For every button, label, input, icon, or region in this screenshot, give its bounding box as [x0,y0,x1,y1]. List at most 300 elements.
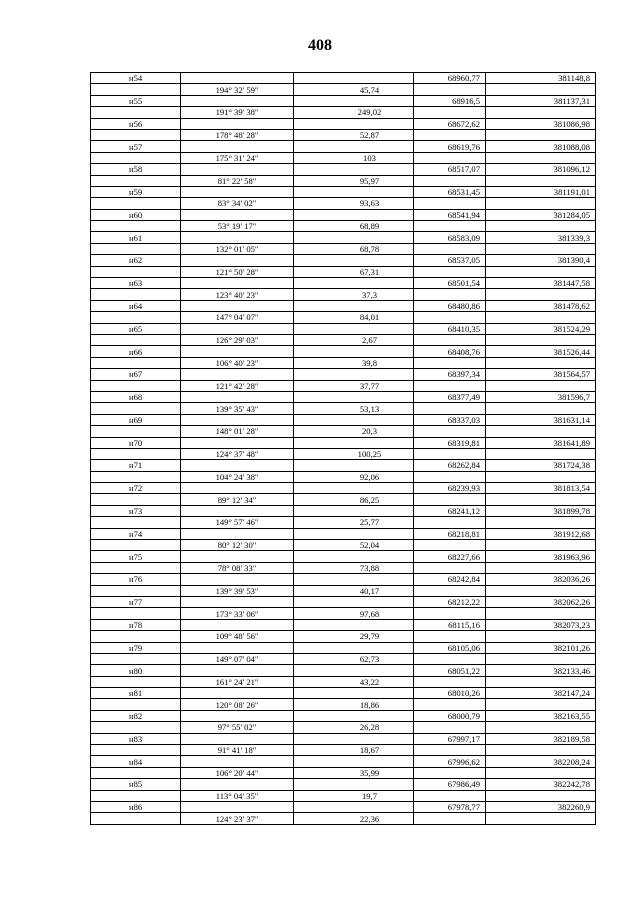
empty-cell [294,528,414,539]
direction-angle: 121° 42' 28" [181,380,294,391]
segment-row [91,471,596,482]
empty-cell [486,175,596,186]
empty-cell [294,551,414,562]
coordinate-x: 68537,05 [414,255,486,266]
direction-angle: 161° 24' 21" [181,676,294,687]
direction-angle: 124° 37' 48" [181,448,294,459]
empty-cell [181,323,294,334]
empty-cell [181,710,294,721]
empty-cell [294,278,414,289]
segment-length: 39,8 [294,357,414,368]
empty-cell [294,300,414,311]
empty-cell [91,631,181,642]
coordinate-y: 381526,44 [486,346,596,357]
coordinate-x: 68960,77 [414,73,486,84]
empty-cell [414,699,486,710]
coordinate-x: 68105,06 [414,642,486,653]
point-name: н77 [91,596,181,607]
point-name: н86 [91,802,181,813]
empty-cell [91,289,181,300]
empty-cell [414,471,486,482]
empty-cell [486,84,596,95]
direction-angle: 173° 33' 06" [181,608,294,619]
coordinate-y: 381096,12 [486,164,596,175]
empty-cell [414,494,486,505]
empty-cell [181,141,294,152]
coordinate-y: 382133,46 [486,665,596,676]
segment-row [91,585,596,596]
point-name: н74 [91,528,181,539]
empty-cell [91,312,181,323]
empty-cell [181,346,294,357]
point-row [91,802,596,813]
coordinate-y: 381631,14 [486,414,596,425]
point-name: н73 [91,505,181,516]
point-row [91,323,596,334]
direction-angle: 124° 23' 37" [181,813,294,824]
coordinate-y: 381086,98 [486,118,596,129]
empty-cell [414,767,486,778]
empty-cell [294,73,414,84]
point-name: н54 [91,73,181,84]
point-row [91,483,596,494]
empty-cell [294,460,414,471]
segment-row [91,448,596,459]
empty-cell [91,699,181,710]
coordinate-x: 68239,93 [414,483,486,494]
empty-cell [486,699,596,710]
coordinate-x: 68916,5 [414,95,486,106]
empty-cell [294,710,414,721]
empty-cell [91,448,181,459]
empty-cell [181,688,294,699]
segment-length: 18,86 [294,699,414,710]
point-row [91,779,596,790]
segment-row [91,813,596,824]
coordinate-y: 381912,68 [486,528,596,539]
segment-length: 29,79 [294,631,414,642]
point-name: н61 [91,232,181,243]
point-name: н57 [91,141,181,152]
empty-cell [91,517,181,528]
empty-cell [486,380,596,391]
empty-cell [91,813,181,824]
coordinate-y: 381963,96 [486,551,596,562]
empty-cell [181,369,294,380]
segment-row [91,631,596,642]
segment-length: 103 [294,152,414,163]
point-row [91,95,596,106]
coordinate-y: 381390,4 [486,255,596,266]
coordinate-x: 68051,22 [414,665,486,676]
point-name: н85 [91,779,181,790]
empty-cell [414,426,486,437]
point-name: н55 [91,95,181,106]
coordinate-y: 381284,05 [486,209,596,220]
empty-cell [486,631,596,642]
empty-cell [414,129,486,140]
point-row [91,710,596,721]
empty-cell [294,391,414,402]
empty-cell [91,403,181,414]
empty-cell [294,483,414,494]
point-name: н56 [91,118,181,129]
segment-length: 86,25 [294,494,414,505]
segment-row [91,653,596,664]
point-name: н67 [91,369,181,380]
coordinate-x: 68619,76 [414,141,486,152]
empty-cell [414,676,486,687]
segment-row [91,722,596,733]
coordinate-y: 381148,8 [486,73,596,84]
empty-cell [486,448,596,459]
empty-cell [414,221,486,232]
direction-angle: 126° 29' 03" [181,334,294,345]
empty-cell [181,118,294,129]
coordinate-y: 381564,57 [486,369,596,380]
direction-angle: 113° 04' 35" [181,790,294,801]
empty-cell [181,209,294,220]
empty-cell [294,574,414,585]
empty-cell [91,152,181,163]
empty-cell [414,175,486,186]
direction-angle: 178° 48' 28" [181,129,294,140]
point-row [91,346,596,357]
empty-cell [181,460,294,471]
direction-angle: 149° 07' 04" [181,653,294,664]
empty-cell [181,528,294,539]
point-name: н62 [91,255,181,266]
coordinates-table [90,72,596,825]
point-name: н70 [91,437,181,448]
direction-angle: 83° 34' 02" [181,198,294,209]
empty-cell [91,676,181,687]
direction-angle: 175° 31' 24" [181,152,294,163]
empty-cell [414,631,486,642]
coordinate-x: 67986,49 [414,779,486,790]
empty-cell [91,107,181,118]
empty-cell [486,198,596,209]
coordinate-x: 67997,17 [414,733,486,744]
segment-row [91,608,596,619]
segment-length: 18,67 [294,745,414,756]
empty-cell [486,767,596,778]
empty-cell [486,653,596,664]
segment-row [91,745,596,756]
point-name: н69 [91,414,181,425]
point-name: н81 [91,688,181,699]
point-name: н59 [91,186,181,197]
point-row [91,255,596,266]
direction-angle: 132° 01' 05" [181,243,294,254]
coordinate-x: 67978,77 [414,802,486,813]
empty-cell [414,266,486,277]
empty-cell [486,813,596,824]
segment-length: 95,97 [294,175,414,186]
direction-angle: 80° 12' 30" [181,540,294,551]
segment-row [91,517,596,528]
segment-row [91,152,596,163]
direction-angle: 194° 32' 59" [181,84,294,95]
empty-cell [414,198,486,209]
coordinate-y: 381813,54 [486,483,596,494]
coordinate-x: 68531,45 [414,186,486,197]
empty-cell [91,129,181,140]
empty-cell [294,505,414,516]
coordinate-x: 68218,81 [414,528,486,539]
segment-length: 40,17 [294,585,414,596]
empty-cell [414,813,486,824]
coordinate-x: 68337,03 [414,414,486,425]
empty-cell [414,403,486,414]
direction-angle: 123° 40' 23" [181,289,294,300]
coordinate-x: 68377,49 [414,391,486,402]
segment-row [91,221,596,232]
point-name: н64 [91,300,181,311]
empty-cell [294,688,414,699]
segment-row [91,129,596,140]
point-name: н75 [91,551,181,562]
segment-length: 25,77 [294,517,414,528]
empty-cell [294,437,414,448]
empty-cell [486,334,596,345]
segment-length: 97,68 [294,608,414,619]
segment-row [91,84,596,95]
empty-cell [486,243,596,254]
segment-row [91,107,596,118]
empty-cell [414,653,486,664]
empty-cell [91,608,181,619]
empty-cell [414,152,486,163]
coordinate-y: 381191,01 [486,186,596,197]
empty-cell [486,540,596,551]
empty-cell [486,107,596,118]
coordinate-x: 68000,79 [414,710,486,721]
segment-length: 93,63 [294,198,414,209]
empty-cell [91,562,181,573]
coordinate-x: 68242,84 [414,574,486,585]
segment-row [91,426,596,437]
empty-cell [486,403,596,414]
segment-length: 68,89 [294,221,414,232]
coordinate-x: 68517,07 [414,164,486,175]
coordinate-y: 382163,55 [486,710,596,721]
segment-row [91,243,596,254]
coordinate-x: 68241,12 [414,505,486,516]
empty-cell [91,653,181,664]
segment-row [91,357,596,368]
point-name: н68 [91,391,181,402]
segment-row [91,790,596,801]
point-name: н76 [91,574,181,585]
segment-row [91,494,596,505]
empty-cell [486,608,596,619]
coordinate-x: 68672,62 [414,118,486,129]
point-row [91,232,596,243]
coordinate-x: 68408,76 [414,346,486,357]
coordinate-x: 68115,16 [414,619,486,630]
segment-row [91,540,596,551]
segment-length: 19,7 [294,790,414,801]
segment-length: 62,73 [294,653,414,664]
empty-cell [486,152,596,163]
direction-angle: 53° 19' 17" [181,221,294,232]
coordinate-x: 67996,62 [414,756,486,767]
segment-length: 26,28 [294,722,414,733]
segment-length: 53,13 [294,403,414,414]
empty-cell [181,665,294,676]
coordinate-x: 68480,86 [414,300,486,311]
segment-length: 2,67 [294,334,414,345]
empty-cell [294,369,414,380]
empty-cell [181,414,294,425]
coordinate-y: 381137,31 [486,95,596,106]
empty-cell [181,164,294,175]
empty-cell [294,141,414,152]
point-name: н72 [91,483,181,494]
coordinate-y: 382208,24 [486,756,596,767]
empty-cell [181,95,294,106]
coordinate-x: 68410,35 [414,323,486,334]
point-row [91,688,596,699]
empty-cell [486,426,596,437]
direction-angle: 120° 08' 26" [181,699,294,710]
empty-cell [486,471,596,482]
point-row [91,414,596,425]
empty-cell [414,243,486,254]
direction-angle: 148° 01' 28" [181,426,294,437]
empty-cell [181,619,294,630]
coordinates-table-body [91,73,596,825]
point-row [91,437,596,448]
empty-cell [91,494,181,505]
segment-row [91,289,596,300]
point-name: н58 [91,164,181,175]
point-name: н71 [91,460,181,471]
empty-cell [486,357,596,368]
empty-cell [181,551,294,562]
empty-cell [181,73,294,84]
coordinate-x: 68212,22 [414,596,486,607]
direction-angle: 91° 41' 18" [181,745,294,756]
empty-cell [486,221,596,232]
point-row [91,369,596,380]
coordinate-y: 382101,26 [486,642,596,653]
point-name: н80 [91,665,181,676]
point-row [91,551,596,562]
empty-cell [181,756,294,767]
empty-cell [414,517,486,528]
coordinate-x: 68262,84 [414,460,486,471]
empty-cell [91,426,181,437]
page-number: 408 [308,37,332,54]
coordinate-y: 381447,58 [486,278,596,289]
empty-cell [414,585,486,596]
empty-cell [91,334,181,345]
point-row [91,756,596,767]
coordinate-x: 68397,34 [414,369,486,380]
direction-angle: 139° 39' 53" [181,585,294,596]
empty-cell [91,175,181,186]
point-name: н84 [91,756,181,767]
segment-row [91,562,596,573]
point-row [91,186,596,197]
empty-cell [414,312,486,323]
empty-cell [181,596,294,607]
segment-length: 67,31 [294,266,414,277]
empty-cell [486,676,596,687]
empty-cell [414,357,486,368]
empty-cell [91,221,181,232]
coordinate-x: 68227,66 [414,551,486,562]
empty-cell [414,289,486,300]
segment-length: 52,87 [294,129,414,140]
empty-cell [294,756,414,767]
empty-cell [294,802,414,813]
coordinate-x: 68501,54 [414,278,486,289]
empty-cell [181,733,294,744]
segment-length: 100,25 [294,448,414,459]
point-name: н82 [91,710,181,721]
coordinate-y: 381088,08 [486,141,596,152]
segment-row [91,312,596,323]
segment-length: 52,04 [294,540,414,551]
empty-cell [414,448,486,459]
segment-length: 35,99 [294,767,414,778]
point-row [91,73,596,84]
empty-cell [181,779,294,790]
empty-cell [181,186,294,197]
point-name: н63 [91,278,181,289]
empty-cell [91,84,181,95]
coordinate-y: 381524,29 [486,323,596,334]
coordinate-y: 382062,26 [486,596,596,607]
empty-cell [91,540,181,551]
point-row [91,733,596,744]
segment-length: 249,02 [294,107,414,118]
empty-cell [414,380,486,391]
empty-cell [294,346,414,357]
point-row [91,391,596,402]
empty-cell [294,164,414,175]
empty-cell [181,642,294,653]
coordinate-y: 381899,78 [486,505,596,516]
empty-cell [486,312,596,323]
direction-angle: 89° 12' 34" [181,494,294,505]
empty-cell [294,209,414,220]
segment-length: 68,78 [294,243,414,254]
direction-angle: 121° 50' 28" [181,266,294,277]
empty-cell [486,790,596,801]
empty-cell [414,722,486,733]
empty-cell [486,745,596,756]
empty-cell [91,198,181,209]
empty-cell [181,574,294,585]
segment-row [91,676,596,687]
point-row [91,118,596,129]
empty-cell [181,505,294,516]
empty-cell [181,278,294,289]
point-row [91,596,596,607]
segment-row [91,175,596,186]
empty-cell [414,745,486,756]
segment-length: 37,77 [294,380,414,391]
direction-angle: 81° 22' 58" [181,175,294,186]
empty-cell [91,585,181,596]
empty-cell [294,665,414,676]
point-row [91,164,596,175]
coordinate-y: 381641,89 [486,437,596,448]
